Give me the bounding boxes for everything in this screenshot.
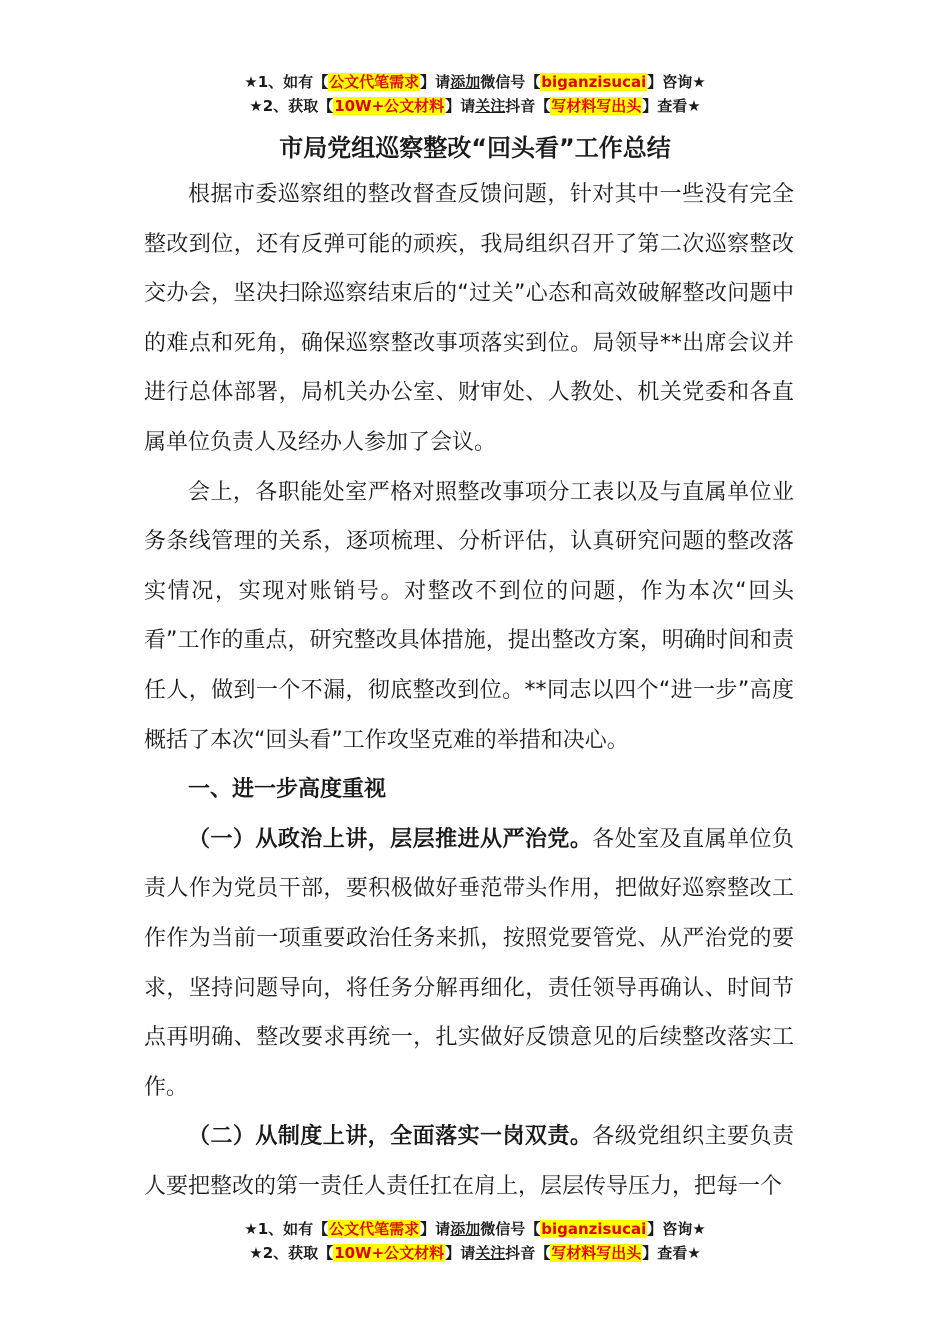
item-1-body: 各处室及直属单位负责人作为党员干部，要积极做好垂范带头作用，把做好巡察整改工作作为当前一项重要政治任务来抓，按照党要管党、从严治党的要求，坚持问题导向，将任务分解再细化，责任领导再确认、时间节点再明确、整改要求再统一，扎实做好反馈意见的后续整改落实工作。	[144, 826, 794, 1100]
promo-line-2	[0, 1241, 950, 1265]
promo-text: 微信号【	[480, 1220, 541, 1238]
promo-text: 抖音【	[505, 1244, 551, 1262]
promo-highlight: 写材料写出头	[551, 97, 642, 115]
promo-highlight: biganzisucai	[541, 1220, 647, 1238]
body-paragraph-1: 根据市委巡察组的整改督查反馈问题，针对其中一些没有完全整改到位，还有反弹可能的顽疾，我局组织召开了第二次巡察整改交办会，坚决扫除巡察结束后的“过关”心态和高效破解整改问题中的难点和死角，确保巡察整改事项落实到位。局领导**出席会议并进行总体部署，局机关办公室、财审处、人教处、机关党委和各直属单位负责人及经办人参加了会议。	[144, 182, 794, 455]
promo-text: 】查看★	[642, 97, 701, 115]
body-item-1	[144, 815, 794, 1113]
promo-highlight: 公文代笔需求	[329, 73, 420, 91]
promo-text: 】咨询★	[647, 1220, 706, 1238]
document-title: 市局党组巡察整改“回头看”工作总结	[279, 134, 671, 162]
promo-text: ★1、如有【	[244, 73, 329, 91]
body-paragraph-2: 会上，各职能处室严格对照整改事项分工表以及与直属单位业务条线管理的关系，逐项梳理、分析评估，认真研究问题的整改落实情况，实现对账销号。对整改不到位的问题，作为本次“回头看”工作的重点，研究整改具体措施，提出整改方案，明确时间和责任人，做到一个不漏，彻底整改到位。**同志以四个“进一步”高度概括了本次“回头看”工作攻坚克难的举措和决心。	[144, 479, 794, 753]
promo-highlight: 10W+公文材料	[334, 1244, 445, 1262]
promo-text: ★2、获取【	[249, 97, 334, 115]
item-1-lead: （一）从政治上讲，层层推进从严治党。	[188, 826, 593, 852]
promo-emphasis: 添加	[450, 73, 481, 91]
promo-highlight: 公文代笔需求	[329, 1220, 420, 1238]
promo-text: 】咨询★	[647, 73, 706, 91]
promo-emphasis: 添加	[450, 1220, 481, 1238]
promo-text: ★1、如有【	[244, 1220, 329, 1238]
section-heading-1: 一、进一步高度重视	[188, 777, 387, 803]
promo-line-1	[0, 70, 950, 94]
promo-text: ★2、获取【	[249, 1244, 334, 1262]
promo-text: 抖音【	[505, 97, 551, 115]
promo-line-2	[0, 94, 950, 118]
promo-line-1	[0, 1217, 950, 1241]
promo-text: 】查看★	[642, 1244, 701, 1262]
promo-banner-bottom	[0, 1217, 950, 1265]
body-item-2	[144, 1112, 794, 1211]
promo-highlight: biganzisucai	[541, 73, 647, 91]
promo-text: 】请	[445, 1244, 476, 1262]
promo-banner-top	[0, 70, 950, 118]
promo-emphasis: 关注	[475, 97, 506, 115]
promo-text: 】请	[420, 1220, 451, 1238]
document-body	[144, 170, 794, 1211]
promo-text: 】请	[420, 73, 451, 91]
promo-text: 微信号【	[480, 73, 541, 91]
item-2-body: 各级党组织主要负责人要把整改的第一责任人责任扛在肩上，层层传导压力，把每一个	[144, 1124, 794, 1199]
promo-highlight: 写材料写出头	[551, 1244, 642, 1262]
promo-text: 】请	[445, 97, 476, 115]
promo-emphasis: 关注	[475, 1244, 506, 1262]
promo-highlight: 10W+公文材料	[334, 97, 445, 115]
item-2-lead: （二）从制度上讲，全面落实一岗双责。	[188, 1124, 593, 1150]
